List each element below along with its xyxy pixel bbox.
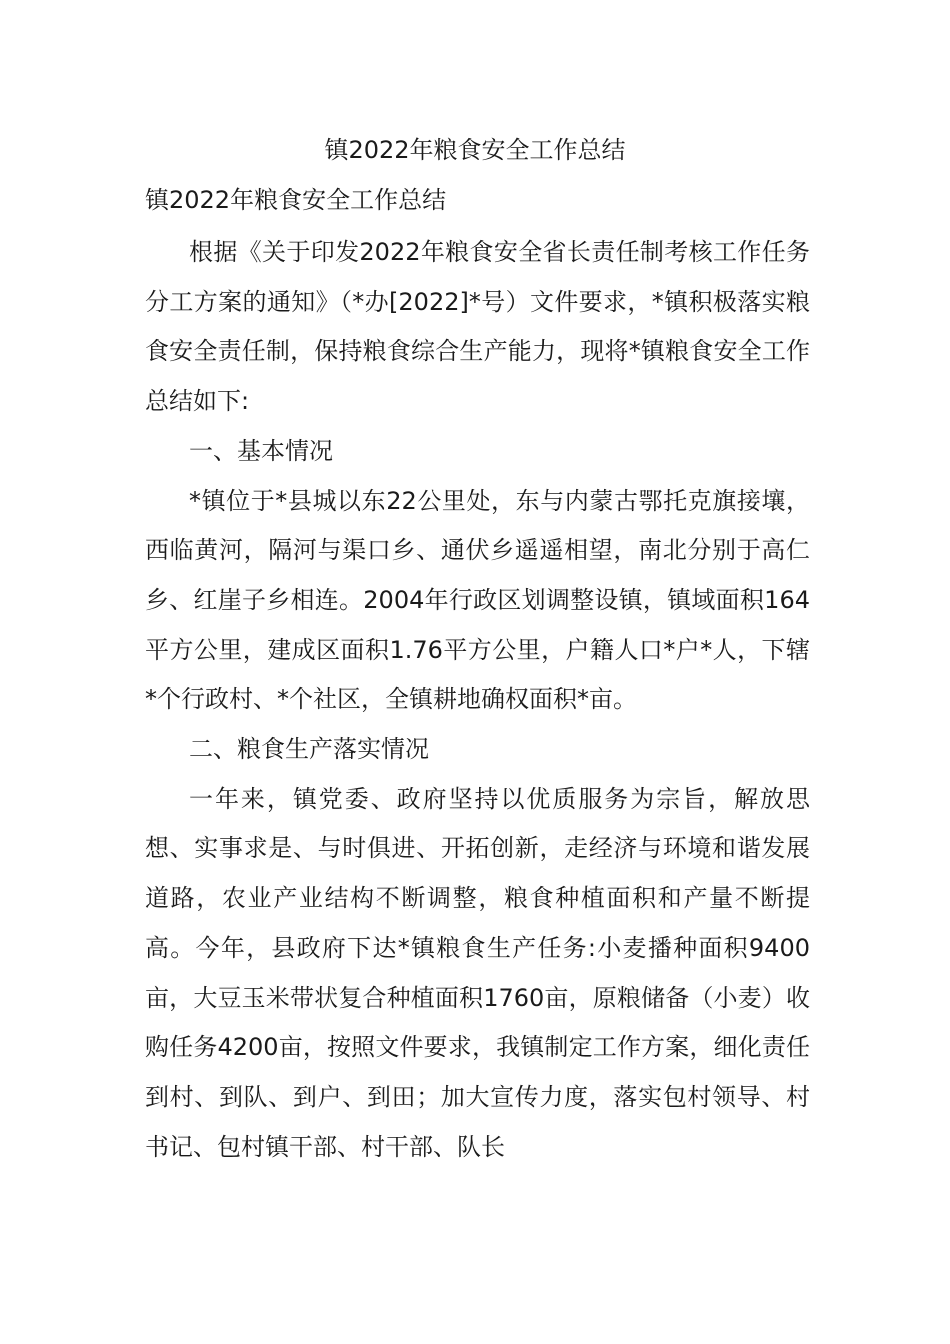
document-body — [145, 228, 810, 1172]
section-heading-basic-situation: 一、基本情况 — [189, 436, 333, 465]
section-heading-grain-production: 二、粮食生产落实情况 — [189, 735, 429, 764]
paragraph-grain-production: 一年来，镇党委、政府坚持以优质服务为宗旨，解放思想、实事求是、与时俱进、开拓创新，走经济与环境和谐发展道路，农业产业结构不断调整，粮食种植面积和产量不断提高。今年，县政府下达*镇粮食生产任务:小麦播种面积9400亩，大豆玉米带状复合种植面积1760亩，原粮储备（小麦）收购任务4200亩，按照文件要求，我镇制定工作方案，细化责任到村、到队、到户、到田；加大宣传力度，落实包村领导、村书记、包村镇干部、村干部、队长 — [145, 784, 810, 1161]
paragraph-intro: 根据《关于印发2022年粮食安全省长责任制考核工作任务分工方案的通知》（*办[2022]*号）文件要求，*镇积极落实粮食安全责任制，保持粮食综合生产能力，现将*镇粮食安全工作总结如下: — [145, 238, 810, 416]
document-title: 镇2022年粮食安全工作总结 — [324, 136, 626, 164]
paragraph-basic-situation: *镇位于*县城以东22公里处，东与内蒙古鄂托克旗接壤，西临黄河，隔河与渠口乡、通伏乡遥遥相望，南北分别于高仁乡、红崖子乡相连。2004年行政区划调整设镇，镇域面积164平方公里，建成区面积1.76平方公里，户籍人口*户*人，下辖*个行政村、*个社区，全镇耕地确权面积*亩。 — [145, 486, 810, 714]
document-subtitle: 镇2022年粮食安全工作总结 — [145, 186, 447, 214]
